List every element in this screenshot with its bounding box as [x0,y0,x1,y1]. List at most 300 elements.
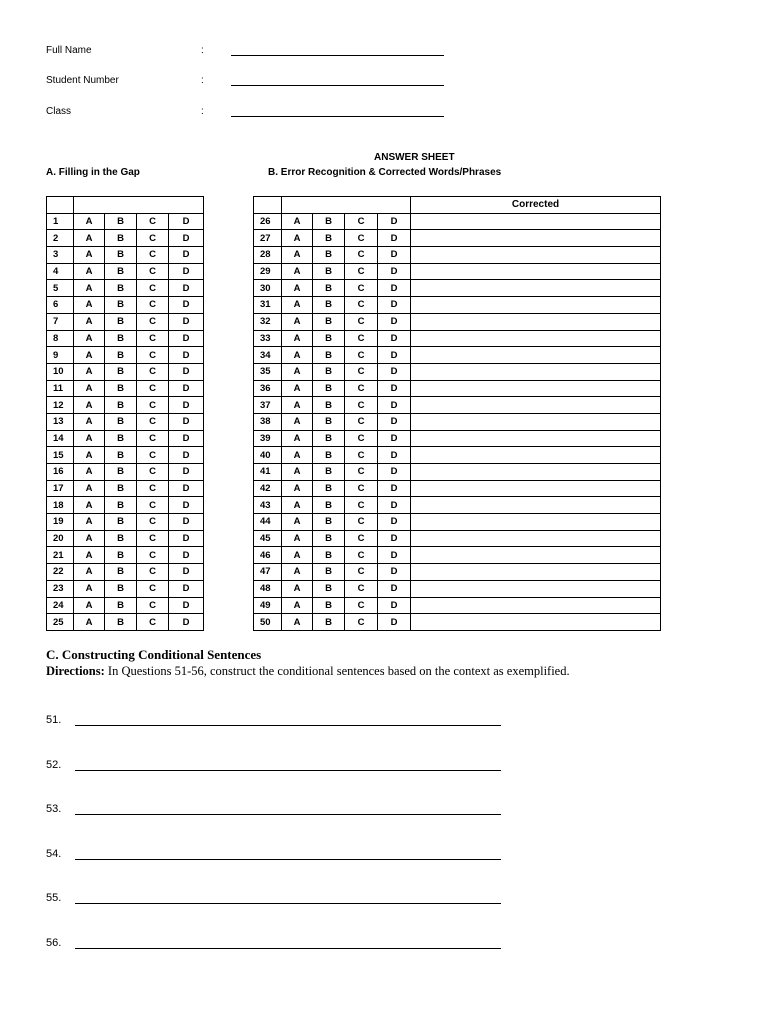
corrected-header: Corrected [411,197,661,214]
table-row [254,514,661,531]
option-b[interactable]: B [313,330,345,347]
option-d[interactable]: D [169,547,204,564]
option-a[interactable]: A [282,347,313,364]
answer-line[interactable] [75,725,501,726]
option-c[interactable]: C [137,297,169,314]
corrected-answer-cell[interactable] [411,380,661,397]
option-c[interactable]: C [345,380,378,397]
option-d[interactable]: D [169,614,204,631]
table-row [254,230,661,247]
option-d[interactable]: D [378,413,411,430]
option-d[interactable]: D [378,347,411,364]
option-d[interactable]: D [378,280,411,297]
option-b[interactable]: B [313,247,345,264]
option-b[interactable]: B [313,530,345,547]
answer-sheet-title: ANSWER SHEET [374,152,455,163]
option-c[interactable]: C [137,263,169,280]
table-row [254,297,661,314]
question-number: 11 [47,380,74,397]
question-number: 2 [47,230,74,247]
question-number: 33 [254,330,282,347]
option-a[interactable]: A [282,313,313,330]
option-d[interactable]: D [378,313,411,330]
option-d[interactable]: D [169,213,204,230]
info-answer-line[interactable] [231,85,444,86]
option-c[interactable]: C [137,247,169,264]
corrected-answer-cell[interactable] [411,480,661,497]
option-a[interactable]: A [282,564,313,581]
option-d[interactable]: D [169,430,204,447]
option-c[interactable]: C [345,480,378,497]
option-b[interactable]: B [105,247,137,264]
option-a[interactable]: A [282,530,313,547]
option-c[interactable]: C [345,497,378,514]
option-d[interactable]: D [378,464,411,481]
option-c[interactable]: C [345,313,378,330]
corrected-answer-cell[interactable] [411,230,661,247]
option-c[interactable]: C [137,530,169,547]
corrected-answer-cell[interactable] [411,464,661,481]
answer-line[interactable] [75,814,501,815]
option-d[interactable]: D [169,564,204,581]
table-row [47,230,204,247]
table-row [47,297,204,314]
option-b[interactable]: B [105,514,137,531]
corrected-answer-cell[interactable] [411,213,661,230]
option-a[interactable]: A [74,213,105,230]
option-b[interactable]: B [105,347,137,364]
option-c[interactable]: C [137,480,169,497]
question-number: 24 [47,597,74,614]
option-a[interactable]: A [74,564,105,581]
option-d[interactable]: D [169,447,204,464]
corrected-answer-cell[interactable] [411,263,661,280]
header-cell [74,197,204,214]
option-c[interactable]: C [137,363,169,380]
option-c[interactable]: C [137,497,169,514]
option-a[interactable]: A [282,280,313,297]
option-c[interactable]: C [345,413,378,430]
table-row [254,564,661,581]
question-number: 44 [254,514,282,531]
option-a[interactable]: A [74,413,105,430]
table-row [254,480,661,497]
option-c[interactable]: C [137,213,169,230]
option-d[interactable]: D [378,397,411,414]
table-row [254,597,661,614]
option-d[interactable]: D [169,230,204,247]
corrected-answer-cell[interactable] [411,297,661,314]
corrected-answer-cell[interactable] [411,363,661,380]
option-b[interactable]: B [105,363,137,380]
option-a[interactable]: A [74,280,105,297]
option-c[interactable]: C [137,330,169,347]
option-a[interactable]: A [282,397,313,414]
option-c[interactable]: C [137,514,169,531]
option-c[interactable]: C [345,363,378,380]
option-b[interactable]: B [313,497,345,514]
option-b[interactable]: B [313,564,345,581]
option-b[interactable]: B [105,213,137,230]
option-a[interactable]: A [74,263,105,280]
option-a[interactable]: A [282,363,313,380]
option-c[interactable]: C [137,347,169,364]
option-a[interactable]: A [282,430,313,447]
option-b[interactable]: B [313,230,345,247]
option-a[interactable]: A [282,614,313,631]
option-b[interactable]: B [105,413,137,430]
table-row [254,547,661,564]
option-c[interactable]: C [137,447,169,464]
option-d[interactable]: D [169,597,204,614]
option-d[interactable]: D [378,597,411,614]
option-b[interactable]: B [313,514,345,531]
answer-line[interactable] [75,770,501,771]
table-row [254,614,661,631]
option-b[interactable]: B [105,380,137,397]
option-c[interactable]: C [137,564,169,581]
option-d[interactable]: D [169,330,204,347]
option-d[interactable]: D [378,330,411,347]
directions-label: Directions: [46,664,105,678]
option-a[interactable]: A [74,547,105,564]
option-c[interactable]: C [345,580,378,597]
option-b[interactable]: B [105,297,137,314]
option-d[interactable]: D [378,580,411,597]
option-a[interactable]: A [74,447,105,464]
option-d[interactable]: D [169,413,204,430]
option-d[interactable]: D [378,230,411,247]
option-b[interactable]: B [313,280,345,297]
question-number: 1 [47,213,74,230]
option-a[interactable]: A [282,330,313,347]
corrected-answer-cell[interactable] [411,580,661,597]
table-row [254,347,661,364]
question-number: 20 [47,530,74,547]
option-c[interactable]: C [345,614,378,631]
corrected-answer-cell[interactable] [411,413,661,430]
option-a[interactable]: A [282,263,313,280]
table-row [254,263,661,280]
option-c[interactable]: C [137,547,169,564]
option-a[interactable]: A [282,413,313,430]
option-d[interactable]: D [378,547,411,564]
table-row [47,397,204,414]
option-d[interactable]: D [378,247,411,264]
answer-line[interactable] [75,859,501,860]
question-number: 56. [46,937,62,949]
corrected-answer-cell[interactable] [411,397,661,414]
option-d[interactable]: D [378,430,411,447]
option-d[interactable]: D [169,247,204,264]
question-number: 17 [47,480,74,497]
option-d[interactable]: D [169,514,204,531]
option-a[interactable]: A [282,247,313,264]
option-d[interactable]: D [378,564,411,581]
option-b[interactable]: B [105,480,137,497]
option-a[interactable]: A [282,547,313,564]
option-d[interactable]: D [169,397,204,414]
question-number: 43 [254,497,282,514]
corrected-answer-cell[interactable] [411,313,661,330]
corrected-answer-cell[interactable] [411,447,661,464]
option-a[interactable]: A [74,330,105,347]
option-a[interactable]: A [74,430,105,447]
info-answer-line[interactable] [231,116,444,117]
corrected-answer-cell[interactable] [411,597,661,614]
option-b[interactable]: B [313,597,345,614]
option-a[interactable]: A [282,480,313,497]
option-c[interactable]: C [137,597,169,614]
option-a[interactable]: A [74,347,105,364]
option-a[interactable]: A [282,213,313,230]
option-c[interactable]: C [137,380,169,397]
option-a[interactable]: A [282,230,313,247]
option-b[interactable]: B [313,263,345,280]
question-number: 54. [46,848,62,860]
option-b[interactable]: B [105,313,137,330]
option-a[interactable]: A [282,597,313,614]
corrected-answer-cell[interactable] [411,614,661,631]
option-d[interactable]: D [169,297,204,314]
option-b[interactable]: B [105,230,137,247]
table-row [47,580,204,597]
option-d[interactable]: D [378,363,411,380]
table-row [47,514,204,531]
directions-text: In Questions 51-56, construct the conditional sentences based on the context as exemplified. [104,664,570,678]
option-b[interactable]: B [313,213,345,230]
option-b[interactable]: B [105,497,137,514]
option-a[interactable]: A [74,297,105,314]
option-b[interactable]: B [313,547,345,564]
option-c[interactable]: C [137,413,169,430]
question-number: 29 [254,263,282,280]
question-number: 13 [47,413,74,430]
question-number: 19 [47,514,74,531]
option-d[interactable]: D [378,380,411,397]
table-row [47,413,204,430]
option-b[interactable]: B [313,347,345,364]
option-a[interactable]: A [74,514,105,531]
option-c[interactable]: C [345,430,378,447]
option-d[interactable]: D [169,580,204,597]
option-c[interactable]: C [137,313,169,330]
option-d[interactable]: D [378,213,411,230]
option-c[interactable]: C [137,430,169,447]
option-d[interactable]: D [169,380,204,397]
question-number: 32 [254,313,282,330]
option-d[interactable]: D [169,263,204,280]
table-row [254,280,661,297]
option-c[interactable]: C [345,330,378,347]
option-b[interactable]: B [313,447,345,464]
corrected-answer-cell[interactable] [411,330,661,347]
question-number: 26 [254,213,282,230]
info-answer-line[interactable] [231,55,444,56]
option-a[interactable]: A [282,380,313,397]
option-d[interactable]: D [378,530,411,547]
question-number: 10 [47,363,74,380]
option-a[interactable]: A [74,497,105,514]
option-d[interactable]: D [378,263,411,280]
option-a[interactable]: A [74,230,105,247]
answer-line[interactable] [75,948,501,949]
option-c[interactable]: C [345,547,378,564]
corrected-answer-cell[interactable] [411,497,661,514]
option-d[interactable]: D [169,363,204,380]
option-b[interactable]: B [313,430,345,447]
option-a[interactable]: A [74,464,105,481]
option-c[interactable]: C [345,213,378,230]
option-d[interactable]: D [169,347,204,364]
question-number: 55. [46,892,62,904]
option-b[interactable]: B [105,397,137,414]
option-c[interactable]: C [345,564,378,581]
option-a[interactable]: A [74,313,105,330]
option-a[interactable]: A [74,580,105,597]
question-number: 31 [254,297,282,314]
option-c[interactable]: C [345,347,378,364]
option-d[interactable]: D [169,313,204,330]
table-row [47,380,204,397]
question-number: 39 [254,430,282,447]
option-c[interactable]: C [137,580,169,597]
option-a[interactable]: A [74,597,105,614]
option-d[interactable]: D [169,280,204,297]
option-a[interactable]: A [74,397,105,414]
option-b[interactable]: B [105,547,137,564]
option-b[interactable]: B [313,614,345,631]
option-d[interactable]: D [378,497,411,514]
option-d[interactable]: D [378,447,411,464]
option-d[interactable]: D [378,480,411,497]
corrected-answer-cell[interactable] [411,514,661,531]
table-header-row [47,197,204,214]
option-b[interactable]: B [313,580,345,597]
option-b[interactable]: B [313,380,345,397]
option-d[interactable]: D [378,297,411,314]
section-b-answer-table [253,196,661,631]
table-row [254,497,661,514]
option-d[interactable]: D [169,464,204,481]
table-row [47,597,204,614]
option-b[interactable]: B [105,330,137,347]
question-number: 12 [47,397,74,414]
option-c[interactable]: C [345,530,378,547]
option-b[interactable]: B [105,614,137,631]
option-b[interactable]: B [313,464,345,481]
option-a[interactable]: A [74,480,105,497]
option-b[interactable]: B [313,313,345,330]
option-b[interactable]: B [105,263,137,280]
corrected-answer-cell[interactable] [411,430,661,447]
section-b-title: B. Error Recognition & Corrected Words/Phrases [268,167,502,178]
option-c[interactable]: C [345,447,378,464]
option-c[interactable]: C [345,464,378,481]
info-colon: : [201,75,204,86]
table-row [47,547,204,564]
option-c[interactable]: C [345,397,378,414]
option-b[interactable]: B [313,297,345,314]
option-a[interactable]: A [74,530,105,547]
option-c[interactable]: C [345,280,378,297]
corrected-answer-cell[interactable] [411,564,661,581]
option-a[interactable]: A [282,497,313,514]
option-b[interactable]: B [313,480,345,497]
option-c[interactable]: C [345,230,378,247]
option-c[interactable]: C [137,230,169,247]
corrected-answer-cell[interactable] [411,247,661,264]
option-a[interactable]: A [74,614,105,631]
option-c[interactable]: C [345,514,378,531]
question-number: 47 [254,564,282,581]
option-c[interactable]: C [345,263,378,280]
info-label: Student Number [46,75,119,86]
table-row [254,413,661,430]
option-a[interactable]: A [282,580,313,597]
option-a[interactable]: A [282,464,313,481]
section-c-directions [46,664,570,679]
question-number: 52. [46,759,62,771]
option-d[interactable]: D [169,497,204,514]
corrected-answer-cell[interactable] [411,280,661,297]
option-a[interactable]: A [74,247,105,264]
option-b[interactable]: B [313,413,345,430]
option-b[interactable]: B [105,580,137,597]
option-c[interactable]: C [137,614,169,631]
table-row [254,330,661,347]
question-number: 35 [254,363,282,380]
option-b[interactable]: B [313,397,345,414]
option-d[interactable]: D [378,514,411,531]
option-a[interactable]: A [74,363,105,380]
option-c[interactable]: C [137,464,169,481]
table-row [254,247,661,264]
option-b[interactable]: B [313,363,345,380]
option-b[interactable]: B [105,597,137,614]
question-number: 48 [254,580,282,597]
option-c[interactable]: C [137,397,169,414]
option-b[interactable]: B [105,447,137,464]
option-a[interactable]: A [282,447,313,464]
option-b[interactable]: B [105,430,137,447]
table-row [254,447,661,464]
option-c[interactable]: C [345,247,378,264]
option-a[interactable]: A [282,297,313,314]
option-a[interactable]: A [282,514,313,531]
question-number: 30 [254,280,282,297]
option-b[interactable]: B [105,530,137,547]
option-b[interactable]: B [105,280,137,297]
question-number: 22 [47,564,74,581]
corrected-answer-cell[interactable] [411,547,661,564]
corrected-answer-cell[interactable] [411,347,661,364]
option-b[interactable]: B [105,464,137,481]
option-c[interactable]: C [137,280,169,297]
answer-line[interactable] [75,903,501,904]
option-a[interactable]: A [74,380,105,397]
corrected-answer-cell[interactable] [411,530,661,547]
question-number: 16 [47,464,74,481]
option-c[interactable]: C [345,297,378,314]
option-c[interactable]: C [345,597,378,614]
question-number: 38 [254,413,282,430]
question-number: 46 [254,547,282,564]
option-d[interactable]: D [169,530,204,547]
option-d[interactable]: D [169,480,204,497]
option-b[interactable]: B [105,564,137,581]
option-d[interactable]: D [378,614,411,631]
